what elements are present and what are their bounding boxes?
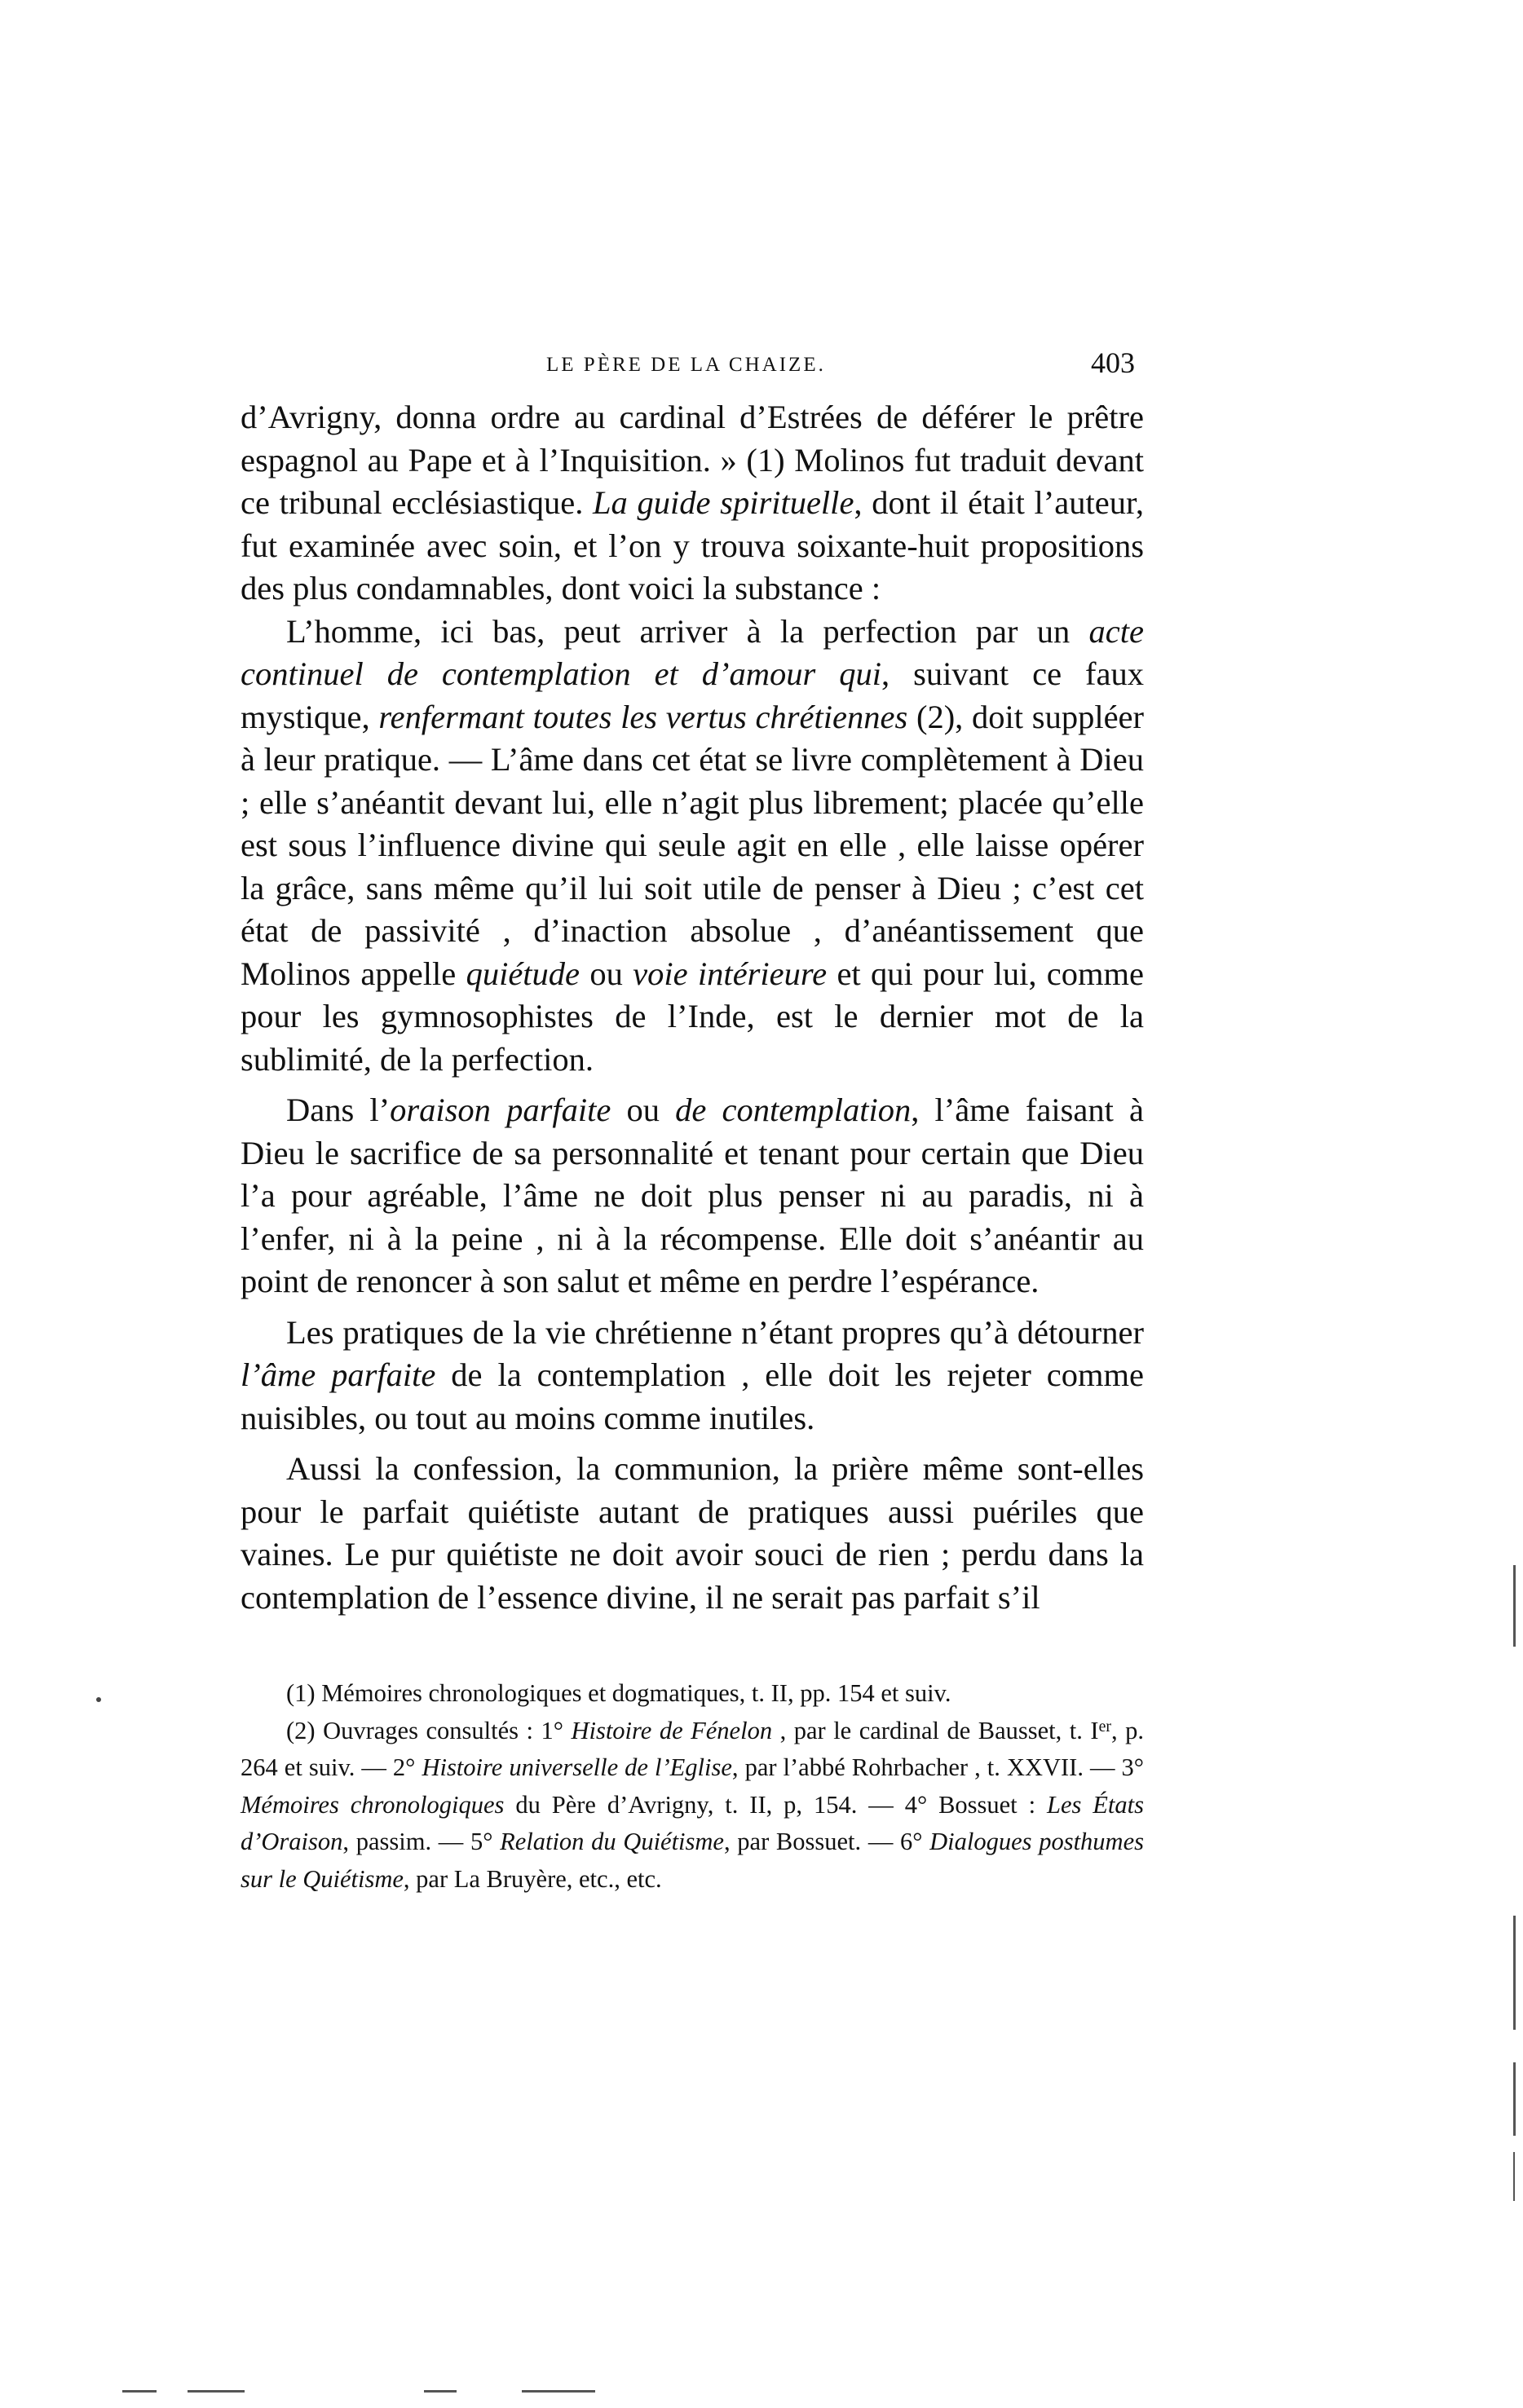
- paragraph-3-text-c: , l’âme faisant à Dieu le sacrifice de sa personnalité et tenant pour certain que Dieu l’a pour agréable, l’âme ne doit plus penser ni au paradis, ni à l’enfer, ni à la peine , ni à la récompense. Elle doit s’anéantir au point de renoncer à son salut et même en perdre l’espérance.: [241, 1092, 1144, 1299]
- scan-edge-line: [1513, 1916, 1516, 2030]
- paragraph-3-italic-1: oraison parfaite: [390, 1092, 611, 1128]
- paragraph-3: [241, 1089, 1144, 1303]
- footnote-2-text-e: du Père d’Avrigny, t. II, p, 154. — 4° Bossuet :: [504, 1790, 1047, 1819]
- footnotes: [241, 1675, 1144, 1898]
- scan-speck: [96, 1697, 101, 1702]
- scan-bottom-line: [122, 2390, 157, 2393]
- paragraph-4-italic-1: l’âme parfaite: [241, 1356, 436, 1393]
- paragraph-2-italic-2: renfermant toutes les vertus chrétiennes: [378, 698, 908, 735]
- paragraph-2: [241, 611, 1144, 1082]
- paragraph-2-text-a: L’homme, ici bas, peut arriver à la perfection par un: [286, 612, 1089, 650]
- paragraph-3-italic-2: de contemplation: [675, 1092, 912, 1128]
- footnote-2-italic-2: Histoire universelle de l’Eglise: [422, 1753, 732, 1781]
- scan-edge-line: [1513, 1565, 1516, 1647]
- paragraph-4: [241, 1312, 1144, 1440]
- paragraph-4-text-a: Les pratiques de la vie chrétienne n’étant propres qu’à détourner: [286, 1313, 1144, 1351]
- footnote-2-italic-3: Mémoires chronologiques: [241, 1790, 505, 1819]
- paragraph-3-text-b: ou: [611, 1092, 676, 1128]
- paragraph-2-italic-4: voie intérieure: [633, 955, 828, 992]
- footnote-2-text-d: , par l’abbé Rohrbacher , t. XXVII. — 3°: [731, 1753, 1144, 1781]
- footnote-2-text-b: , par le cardinal de Bausset, t. I: [772, 1716, 1099, 1744]
- paragraph-1: [241, 396, 1144, 611]
- footnote-2-text-c: , p. 264 et suiv. — 2°: [241, 1716, 1145, 1781]
- paragraph-2-text-d: ou: [580, 955, 633, 992]
- body-text: [241, 396, 1144, 1619]
- footnote-2-text-g: , par Bossuet. — 6°: [723, 1828, 930, 1855]
- scan-bottom-line: [522, 2390, 595, 2393]
- footnote-1: (1) Mémoires chronologiques et dogmatiques, t. II, pp. 154 et suiv.: [286, 1679, 951, 1707]
- paragraph-2-italic-1: acte continuel de contemplation et d’amour qui: [241, 612, 1144, 692]
- scan-edge-line: [1513, 2062, 1516, 2136]
- scan-edge-line: [1513, 2152, 1515, 2201]
- paragraph-2-text-e: et qui pour lui, comme pour les gymnosophistes de l’Inde, est le dernier mot de la sublimité, de la perfection.: [241, 955, 1144, 1078]
- footnote-2-italic-6: Dialogues posthumes sur le Quiétisme: [241, 1828, 1144, 1893]
- paragraph-4-text-b: de la contemplation , elle doit les rejeter comme nuisibles, ou tout au moins comme inutiles.: [241, 1356, 1144, 1436]
- footnote-2-text-h: , par La Bruyère, etc., etc.: [403, 1864, 662, 1893]
- footnote-2: [241, 1713, 1144, 1899]
- running-head: [236, 342, 1158, 391]
- scan-bottom-line: [424, 2390, 457, 2393]
- paragraph-1-text-a: d’Avrigny, donna ordre au cardinal d’Estrées de déférer le prêtre espagnol au Pape et à l’Inquisition. » (1) Molinos fut traduit devant ce tribunal ecclésiastique.: [241, 399, 1144, 521]
- footnote-2-text-f: , passim. — 5°: [342, 1828, 501, 1855]
- paragraph-2-italic-3: quiétude: [466, 955, 581, 992]
- running-title: LE PÈRE DE LA CHAIZE.: [546, 354, 826, 376]
- footnote-2-italic-5: Relation du Quiétisme: [500, 1828, 724, 1855]
- paragraph-2-text-b: , suivant ce faux mystique,: [241, 655, 1145, 735]
- page-number: 403: [1091, 346, 1135, 379]
- paragraph-2-text-c: (2), doit suppléer à leur pratique. — L’âme dans cet état se livre complètement à Dieu ; elle s’anéantit devant lui, elle n’agit plus librement; placée qu’elle est sous l’influence divine qui seule agit en elle , elle laisse opérer la grâce, sans même qu’il lui soit utile de penser à Dieu ; c’est cet état de passivité , d’inaction absolue , d’anéantissement que Molinos appelle: [241, 698, 1145, 992]
- paragraph-1-text-b: , dont il était l’auteur, fut examinée avec soin, et l’on y trouva soixante-huit propositions des plus condamnables, dont voici la substance :: [241, 484, 1144, 606]
- scan-bottom-line: [188, 2390, 245, 2393]
- paragraph-3-text-a: Dans l’: [286, 1092, 391, 1128]
- paragraph-5: Aussi la confession, la communion, la prière même sont-elles pour le parfait quiétiste autant de pratiques aussi puériles que vaines. Le pur quiétiste ne doit avoir souci de rien ; perdu dans la contemplation de l’essence divine, il ne serait pas parfait s’il: [241, 1450, 1144, 1616]
- footnote-2-superscript: er: [1098, 1717, 1111, 1735]
- footnote-2-italic-4: Les États d’Oraison: [241, 1790, 1144, 1855]
- book-title-guide-spirituelle: La guide spirituelle: [593, 484, 854, 521]
- footnote-2-italic-1: Histoire de Fénelon: [571, 1716, 773, 1744]
- footnote-2-text-a: (2) Ouvrages consultés : 1°: [286, 1716, 572, 1744]
